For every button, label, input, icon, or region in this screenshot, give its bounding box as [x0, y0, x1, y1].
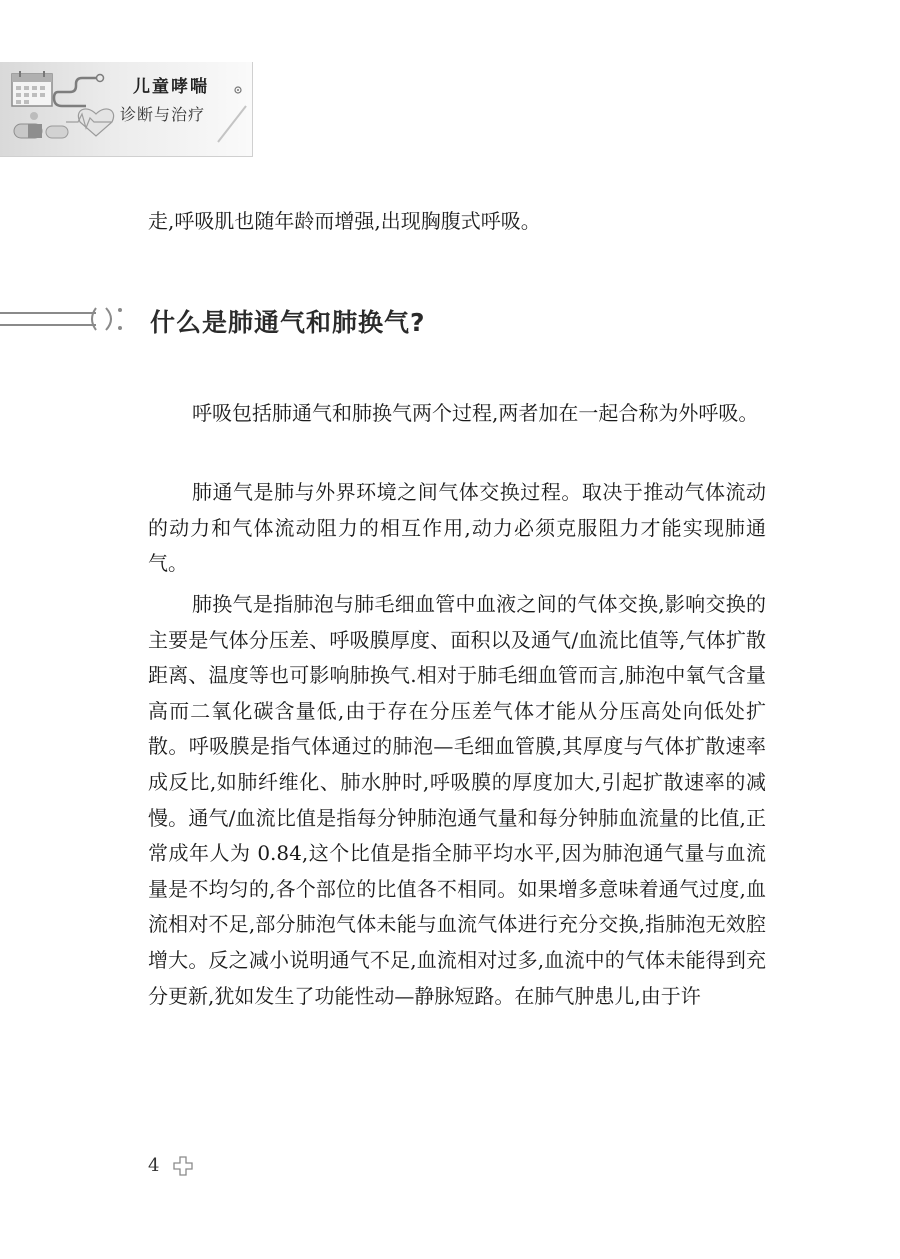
body-paragraph-2: 肺通气是肺与外界环境之间气体交换过程。取决于推动气体流动的动力和气体流动阻力的相互作用,动力必须克服阻力才能实现肺通气。 [148, 480, 766, 576]
body-paragraph-3: 肺换气是指肺泡与肺毛细血管中血液之间的气体交换,影响交换的主要是气体分压差、呼吸膜厚度、面积以及通气/血流比值等,气体扩散距离、温度等也可影响肺换气.相对于肺毛细血管而言,肺泡中氧气含量高而二氧化碳含量低,由于存在分压差气体才能从分压高处向低处扩散。呼吸膜是指气体通过的肺泡—毛细血管膜,其厚度与气体扩散速率成反比,如肺纤维化、肺水肿时,呼吸膜的厚度加大,引起扩散速率的减慢。通气/血流比值是指每分钟肺泡通气量和每分钟肺血流量的比值,正常成年人为 0.84,这个比值是指全肺平均水平,因为肺泡通气量与血流量是不均匀的,各个部位的比值各不相同。如果增多意味着通气过度,血流相对不足,部分肺泡气体未能与血流气体进行充分交换,指肺泡无效腔增大。反之减小说明通气不足,血流相对过多,血流中的气体未能得到充分更新,犹如发生了功能性动—静脉短路。在肺气肿患儿,由于许 [148, 592, 766, 1008]
page-footer [148, 1155, 193, 1176]
heart-icon [66, 109, 114, 136]
calendar-icon [12, 71, 52, 106]
pill-icon [14, 112, 68, 138]
section-title: 什么是肺通气和肺换气? [150, 308, 426, 337]
stethoscope-icon [54, 75, 104, 107]
body-paragraph-1: 呼吸包括肺通气和肺换气两个过程,两者加在一起合称为外呼吸。 [192, 401, 759, 425]
section-stethoscope-icon [0, 300, 130, 338]
book-title: 儿童哮喘 [133, 77, 209, 97]
running-header [0, 62, 256, 158]
page-number: 4 [148, 1155, 160, 1176]
book-subtitle: 诊断与治疗 [120, 105, 206, 124]
continuation-paragraph: 走,呼吸肌也随年龄而增强,出现胸腹式呼吸。 [148, 209, 541, 233]
cross-icon [173, 1156, 193, 1176]
